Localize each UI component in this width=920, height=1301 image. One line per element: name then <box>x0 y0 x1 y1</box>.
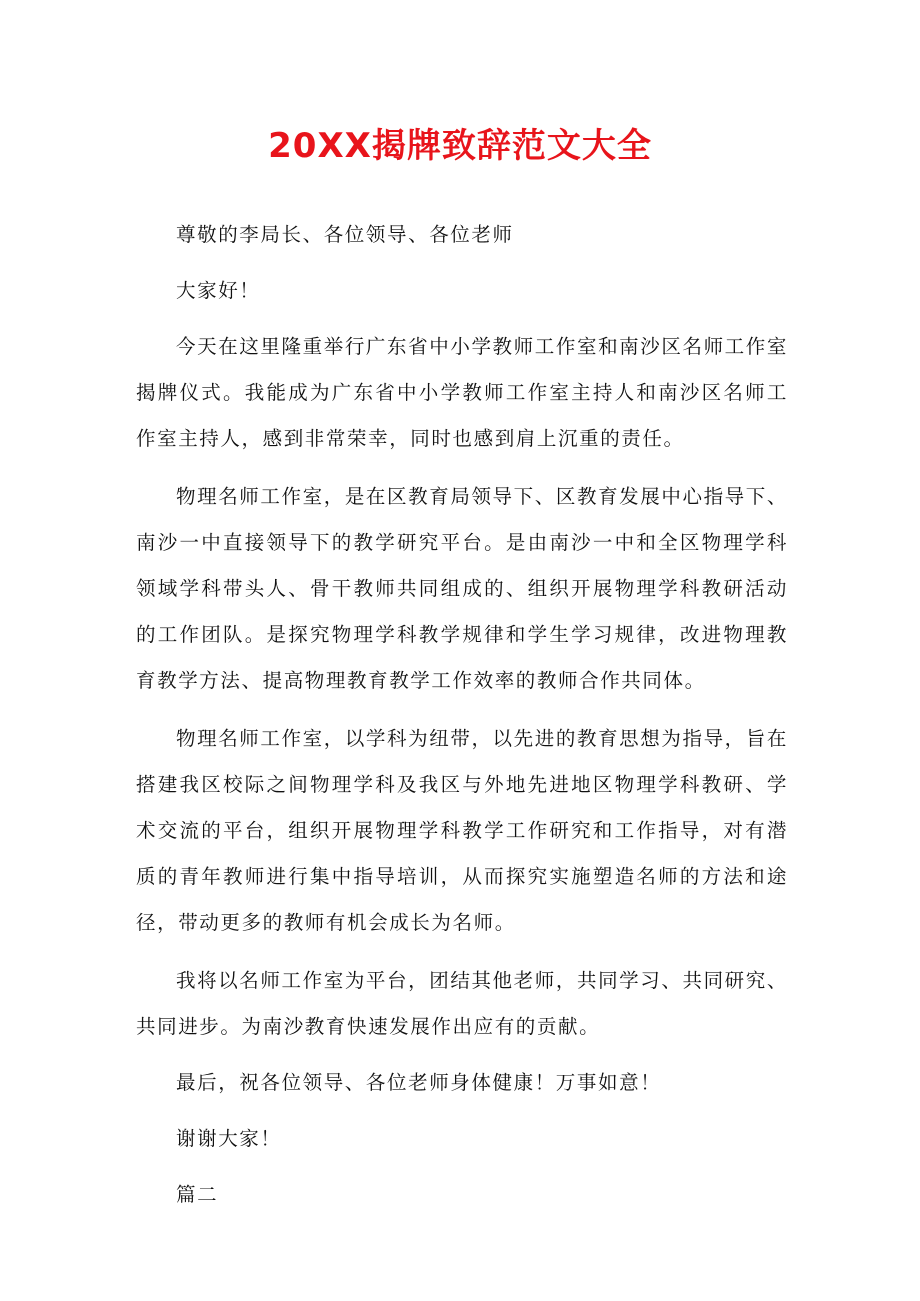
document-title: 20XX揭牌致辞范文大全 <box>268 126 652 166</box>
paragraph-studio-definition: 物理名师工作室，是在区教育局领导下、区教育发展中心指导下、南沙一中直接领导下的教学研究平台。是由南沙一中和全区物理学科领域学科带头人、骨干教师共同组成的、组织开展物理学科教研活动的工作团队。是探究物理学科教学规律和学生学习规律，改进物理教育教学方法、提高物理教育教学工作效率的教师合作共同体。 <box>136 485 788 692</box>
section-heading-part-two: 篇二 <box>176 1183 219 1206</box>
paragraph-studio-mission: 物理名师工作室，以学科为纽带，以先进的教育思想为指导，旨在搭建我区校际之间物理学科及我区与外地先进地区物理学科教研、学术交流的平台，组织开展物理学科教学工作研究和工作指导，对有潜质的青年教师进行集中指导培训，从而探究实施塑造名师的方法和途径，带动更多的教师有机会成长为名师。 <box>136 727 788 934</box>
paragraph-wishes: 最后，祝各位领导、各位老师身体健康！万事如意！ <box>176 1071 662 1094</box>
paragraph-ceremony: 今天在这里隆重举行广东省中小学教师工作室和南沙区名师工作室揭牌仪式。我能成为广东省中小学教师工作室主持人和南沙区名师工作室主持人，感到非常荣幸，同时也感到肩上沉重的责任。 <box>136 335 788 450</box>
document-body <box>136 212 788 1218</box>
greeting: 大家好！ <box>176 279 261 302</box>
paragraph-commitment: 我将以名师工作室为平台，团结其他老师，共同学习、共同研究、共同进步。为南沙教育快速发展作出应有的贡献。 <box>136 969 788 1038</box>
paragraph-thanks: 谢谢大家！ <box>176 1127 282 1150</box>
salutation: 尊敬的李局长、各位领导、各位老师 <box>176 223 514 246</box>
